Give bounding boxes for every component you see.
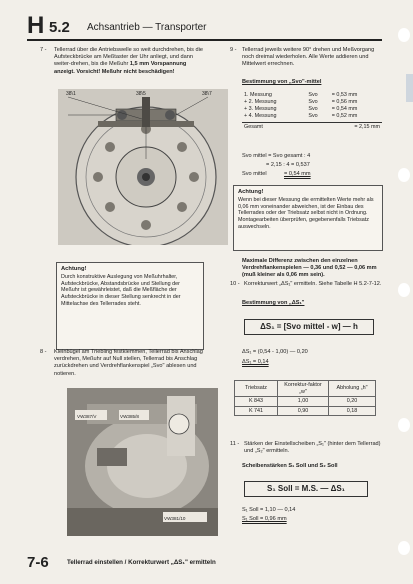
step11-number: 11 -	[230, 441, 240, 447]
punch-hole	[398, 418, 410, 432]
table-header: Korrektur-faktor „w"	[278, 381, 329, 397]
measurement-label: + 4. Messung	[244, 113, 277, 119]
measurement-label: + 2. Messung	[244, 99, 277, 105]
photo-label: 38\7	[202, 91, 212, 97]
shim-formula: S₁ Soll = M.S. — ΔS₁	[244, 481, 368, 497]
edge-tab	[406, 74, 413, 102]
calc-title: Bestimmung von „Svo"-mittel	[242, 79, 322, 85]
photo-label: VW387/V	[77, 414, 97, 419]
measurement-value: = 0,56 mm	[331, 99, 358, 105]
section-title: Achsantrieb — Transporter	[87, 22, 207, 33]
step8-number: 8 -	[40, 349, 47, 355]
measurement-list	[242, 92, 382, 131]
measurement-var: Svo	[308, 106, 318, 112]
step7-bold: 1,5 mm Vorspannung	[129, 61, 187, 68]
max-difference-note: Maximale Differenz zwischen den einzelnen Verdrehflankenspielen — 0,36 und 0,52 — 0,06 mm (muß kleiner als 0,06 mm sein).	[242, 258, 377, 279]
correction-line-1: ΔS₁ = (0,54 - 1,00) — 0,20	[242, 349, 308, 355]
measurement-value: = 0,54 mm	[331, 106, 358, 112]
formula-3-value: = 0,54 mm	[284, 171, 311, 177]
photo-label: 38\5	[136, 91, 146, 97]
warning-text: Wenn bei dieser Messung die ermittelten Werte mehr als 0,06 mm voneinander abweichen, ist der Einbau des Tellerrades oder der Triebsatz selbst nicht in Ordnung. Montagearbeiten überprüfen, gegebenenfalls Triebsatz auswechseln.	[238, 196, 374, 230]
page-footer	[27, 554, 387, 572]
warning-box-1	[56, 262, 204, 350]
differential-illustration	[67, 388, 218, 536]
correction-title: Bestimmung von „ΔS₁"	[242, 300, 305, 306]
formula-1: Svo mittel = Svo gesamt : 4	[242, 153, 311, 159]
step11-text: Stärken der Einstellscheiben „S₁" (hinter dem Tellerrad) und „S₂" ermitteln.	[244, 441, 381, 455]
shim-title: Scheibenstärken S₁ Soll und S₂ Soll	[242, 463, 338, 469]
table-row	[235, 406, 376, 416]
measurement-value: = 0,53 mm	[331, 92, 358, 98]
step10-text: Korrekturwert „ΔS₁" ermitteln. Siehe Tabelle H 5.2-7-12.	[244, 281, 382, 287]
measurement-row	[242, 106, 382, 113]
punch-hole	[398, 168, 410, 182]
page-number: 7-6	[27, 554, 49, 571]
shim-line-2: S₁ Soll = 0,96 mm	[242, 516, 287, 522]
measurement-var: Svo	[308, 92, 318, 98]
step7-number: 7 -	[40, 47, 47, 53]
step7-body: Tellerrad über die Antriebswelle so weit durchdrehen, bis die Aufsteckbrücke am Meßtaster der Uhr anliegt, und dann weiter-drehen, bis die Meßuhr	[54, 47, 203, 68]
shim-line-1: S₁ Soll = 1,10 — 0,14	[242, 507, 296, 513]
header-rule	[27, 39, 382, 41]
measurement-var: Svo	[308, 113, 318, 119]
table-cell: 0,18	[329, 406, 376, 416]
table-cell: K 843	[235, 397, 278, 407]
measurement-label: 1. Messung	[244, 92, 272, 98]
gear-photo	[58, 89, 228, 245]
warning-box-2	[233, 185, 383, 251]
photo-label: VW381/10	[164, 516, 186, 521]
photo-label: 38\1	[66, 91, 76, 97]
table-header-row	[235, 381, 376, 397]
table-header: Triebsatz	[235, 381, 278, 397]
differential-photo	[67, 388, 218, 536]
measurement-var: Svo	[308, 99, 318, 105]
step9-number: 9 -	[230, 47, 237, 53]
photo-label: VW385/8	[120, 414, 139, 419]
total-value: = 2,15 mm	[354, 124, 380, 130]
table-cell: 0,90	[278, 406, 329, 416]
measurement-row	[242, 113, 382, 120]
correction-line-2: ΔS₁ = 0,14	[242, 359, 269, 365]
punch-hole	[398, 28, 410, 42]
step8-text: Kleinbügel am Triebling festklemmen, Tellerrad bis Anschlag verdrehen, Meßuhr auf Null stellen, Tellerrad bis Anschlag zurückdrehen und Verdrehflankenspiel „Svo" ablesen und notieren.	[54, 349, 203, 377]
punch-hole	[398, 541, 410, 555]
measurement-row	[242, 99, 382, 106]
table-row	[235, 397, 376, 407]
table-cell: 1,00	[278, 397, 329, 407]
footer-title: Tellerrad einstellen / Korrekturwert „ΔS₁" ermitteln	[67, 559, 216, 566]
formula-3-label: Svo mittel	[242, 171, 267, 177]
measurement-label: + 3. Messung	[244, 106, 277, 112]
table-header: Abholung „h"	[329, 381, 376, 397]
section-number: 5.2	[49, 19, 70, 36]
warning-text: Durch konstruktive Auslegung von Meßuhrhalter, Aufsteckbrücke, Abstandsbrücke und Stellung der Meßuhr ist gewährleistet, daß die Meßfläche der Aufsteckbrücke in dieser Stellung senkrecht in der Mittelachse des Tellerrades steht.	[61, 273, 181, 307]
warning-title: Achtung!	[238, 189, 264, 195]
punch-hole	[398, 283, 410, 297]
total-label: Gesamt	[244, 124, 263, 130]
measurement-value: = 0,52 mm	[331, 113, 358, 119]
correction-table	[234, 380, 376, 416]
step9-text: Tellerrad jeweils weitere 90° drehen und Meßvorgang noch dreimal wiederholen. Alle Werte addieren und Mittelwert errechnen.	[242, 47, 375, 68]
correction-formula: ΔS₁ = [Svo mittel - w] — h	[244, 319, 374, 335]
table-cell: K 741	[235, 406, 278, 416]
formula-2: = 2,15 : 4 = 0,537	[266, 162, 310, 168]
step7-body2: anzeigt. Vorsicht! Meßuhr nicht beschädigen!	[54, 68, 175, 75]
measurement-row	[242, 92, 382, 99]
warning-title: Achtung!	[61, 266, 87, 272]
gear-illustration	[58, 89, 228, 245]
step10-number: 10 -	[230, 281, 240, 287]
step7-text	[54, 47, 204, 76]
section-letter: H	[27, 12, 44, 39]
table-cell: 0,20	[329, 397, 376, 407]
